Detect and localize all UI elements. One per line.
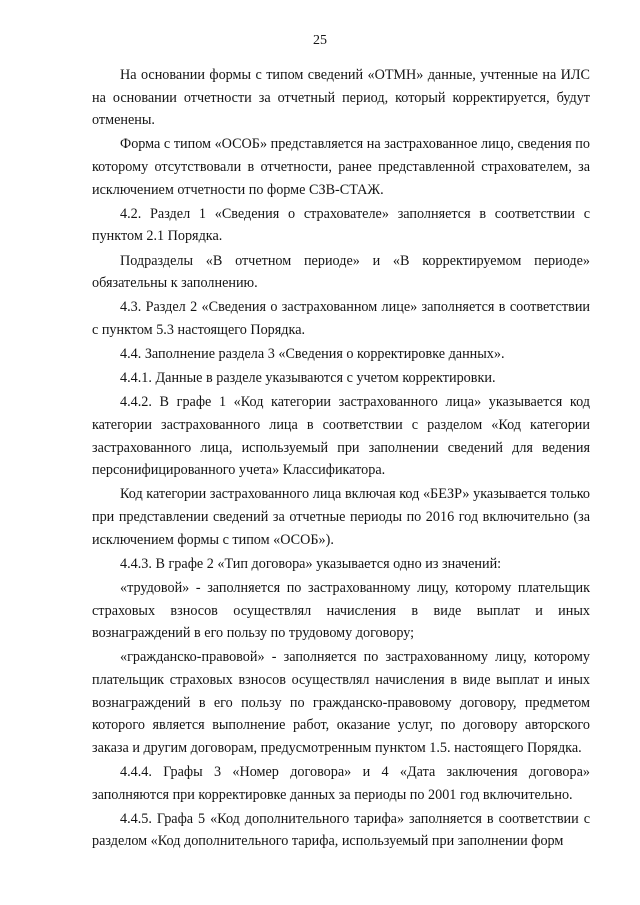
paragraph-4-2: 4.2. Раздел 1 «Сведения о страхователе» заполняется в соответствии с пунктом 2.1 Порядка. (92, 205, 590, 245)
paragraph-4-3: 4.3. Раздел 2 «Сведения о застрахованном лице» заполняется в соответствии с пунктом 5.3 настоящего Порядка. (92, 299, 590, 338)
paragraph-category-code: Код категории застрахованного лица включая код «БЕЗР» указывается только при представлении сведений за отчетные периоды по 2016 год включительно (за исключением формы с типом «ОСОБ»). (92, 486, 590, 548)
paragraph-4-4-5: 4.4.5. Графа 5 «Код дополнительного тарифа» заполняется в соответствии с разделом «Код дополнительного тарифа, используемый при заполнении форм (92, 810, 590, 850)
paragraph-4-4: 4.4. Заполнение раздела 3 «Сведения о корректировке данных». (120, 346, 505, 363)
paragraph-civil-contract: «гражданско-правовой» - заполняется по застрахованному лицу, которому плательщик страховых взносов осуществлял начисления в виде выплат и иных вознаграждений в его пользу по гражданско-правовому договору, предметом которого является выполнение работ, оказание услуг, по договору авторского заказа и другим договорам, предусмотренным пунктом 1.5. настоящего Порядка. (92, 649, 590, 756)
paragraph-osob: Форма с типом «ОСОБ» представляется на застрахованное лицо, сведения по которому отсутствовали в отчетности, ранее представленной страхователем, за исключением отчетности по форме СЗВ-СТАЖ. (92, 136, 590, 198)
page-number: 25 (313, 33, 327, 48)
paragraph-4-4-3: 4.4.3. В графе 2 «Тип договора» указывается одно из значений: (120, 555, 502, 572)
page-body (92, 64, 590, 853)
paragraph-4-4-4: 4.4.4. Графы 3 «Номер договора» и 4 «Дата заключения договора» заполняются при корректировке данных за периоды по 2001 год включительно. (92, 763, 590, 803)
paragraph-4-4-2: 4.4.2. В графе 1 «Код категории застрахованного лица» указывается код категории застрахованного лица в соответствии с разделом «Код категории застрахованного лица, используемый при заполнении сведений для ведения персонифицированного учета» Классификатора. (92, 394, 590, 479)
paragraph-otmn: На основании формы с типом сведений «ОТМН» данные, учтенные на ИЛС на основании отчетности за отчетный период, который корректируется, будут отменены. (92, 67, 590, 129)
paragraph-4-4-1: 4.4.1. Данные в разделе указываются с учетом корректировки. (120, 370, 496, 387)
paragraph-labor-contract: «трудовой» - заполняется по застрахованному лицу, которому плательщик страховых взносов осуществлял начисления в виде выплат и иных вознаграждений в его пользу по трудовому договору; (92, 580, 590, 642)
paragraph-subsections: Подразделы «В отчетном периоде» и «В корректируемом периоде» обязательны к заполнению. (92, 252, 590, 292)
